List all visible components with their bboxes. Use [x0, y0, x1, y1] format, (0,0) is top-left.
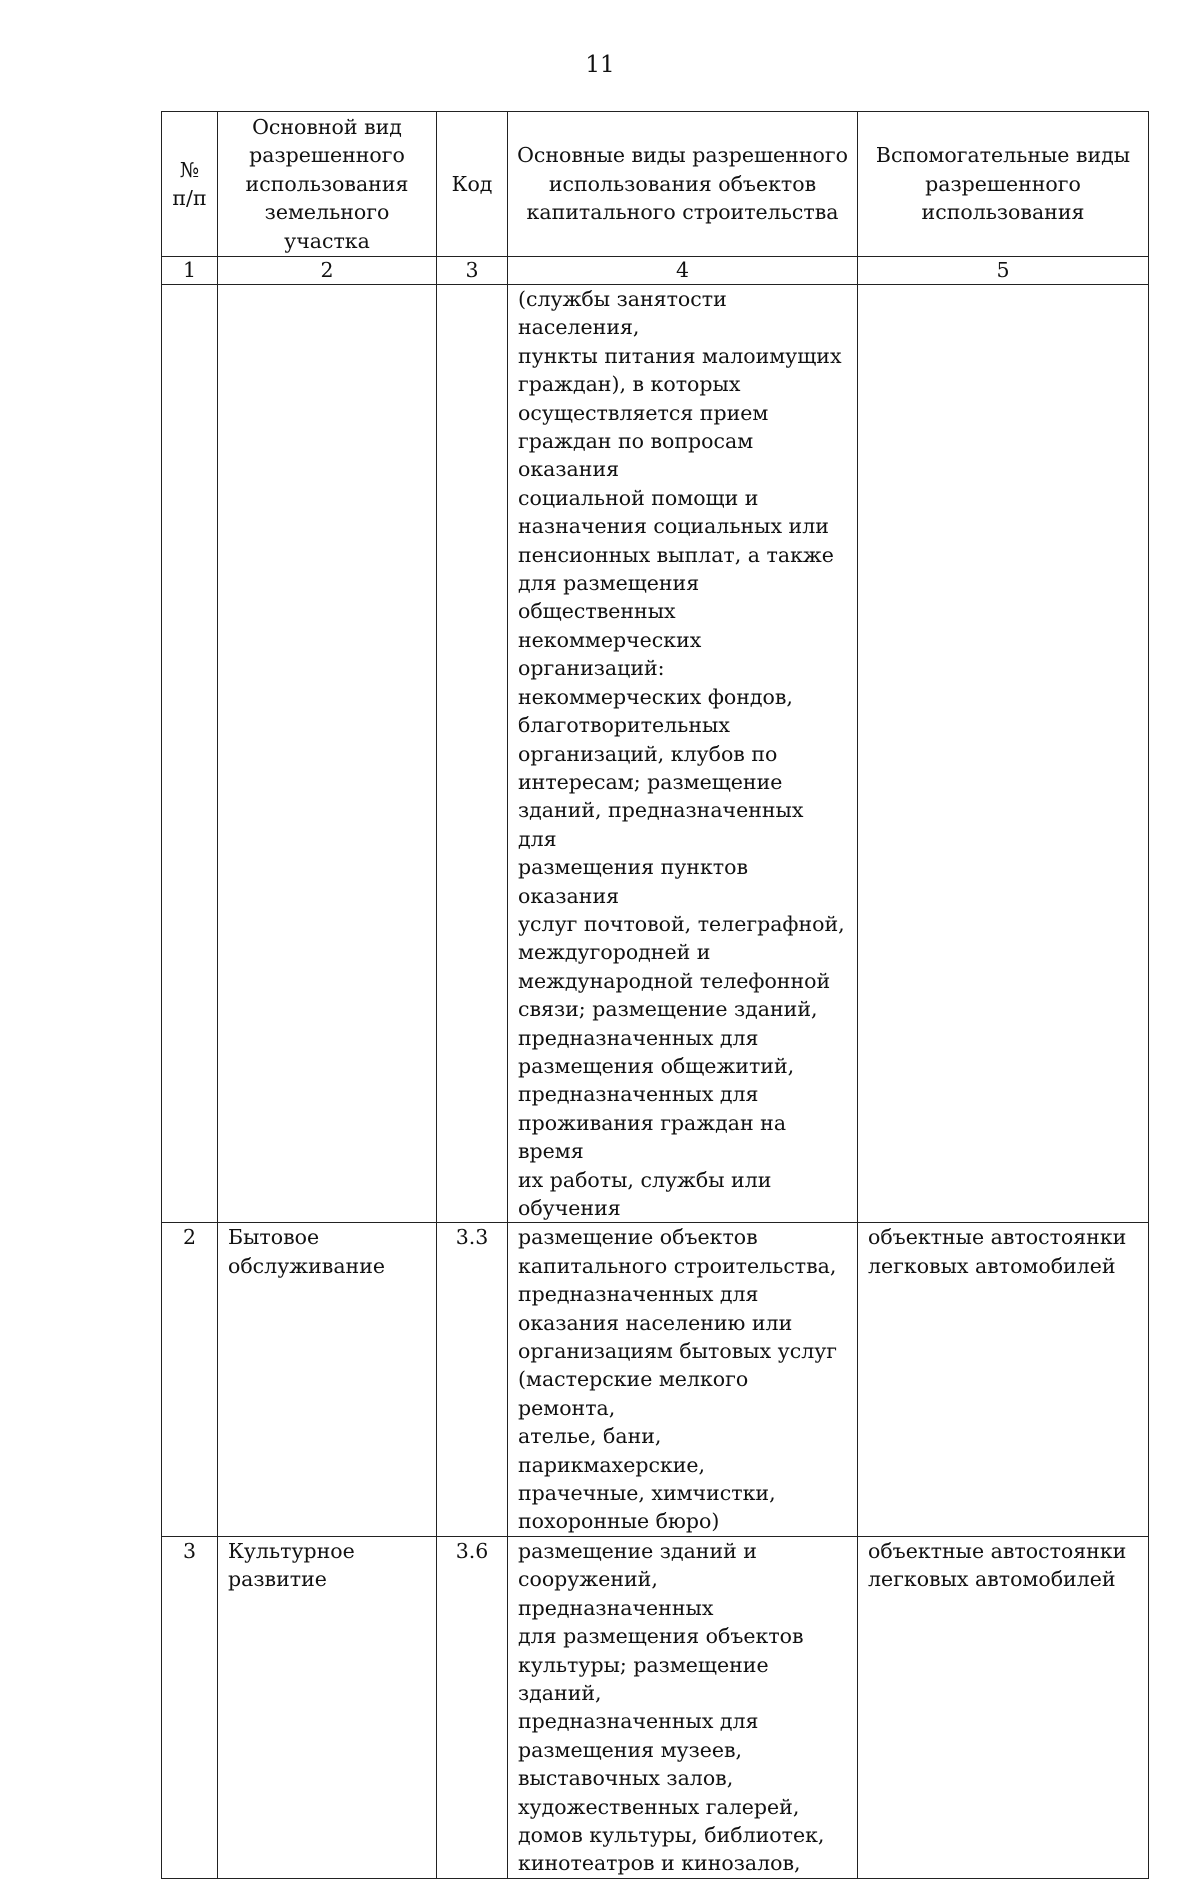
basic-type-cell: Бытовое обслуживание	[218, 1223, 437, 1536]
column-number: 3	[437, 257, 508, 285]
row-number: 3	[162, 1536, 218, 1878]
header-basic-type: Основной вид разрешенного использования земельного участка	[218, 112, 437, 257]
code-cell	[437, 285, 508, 1223]
column-number: 5	[858, 257, 1149, 285]
land-use-table	[161, 111, 1149, 1879]
row-number	[162, 285, 218, 1223]
code-cell: 3.6	[437, 1536, 508, 1878]
cap-uses-cell: размещение объектов капитального строительства, предназначенных для оказания населению или организациям бытовых услуг (мастерские мелкого ремонта, ателье, бани, парикмахерские, прачечные, химчистки, похоронные бюро)	[508, 1223, 858, 1536]
column-number: 4	[508, 257, 858, 285]
code-cell: 3.3	[437, 1223, 508, 1536]
table-row	[162, 1536, 1149, 1878]
page-number: 11	[585, 52, 615, 78]
table-row	[162, 1223, 1149, 1536]
header-aux-types: Вспомогательные виды разрешенного использования	[858, 112, 1149, 257]
table-row	[162, 285, 1149, 1223]
header-num: № п/п	[162, 112, 218, 257]
column-number: 2	[218, 257, 437, 285]
basic-type-cell	[218, 285, 437, 1223]
header-code: Код	[437, 112, 508, 257]
aux-uses-cell	[858, 285, 1149, 1223]
aux-uses-cell: объектные автостоянки легковых автомобилей	[858, 1223, 1149, 1536]
column-number: 1	[162, 257, 218, 285]
basic-type-cell: Культурное развитие	[218, 1536, 437, 1878]
cap-uses-cell: размещение зданий и сооружений, предназначенных для размещения объектов культуры; размещение зданий, предназначенных для размещения музеев, выставочных залов, художественных галерей, домов культуры, библиотек, кинотеатров и кинозалов,	[508, 1536, 858, 1878]
cap-uses-cell: (службы занятости населения, пункты питания малоимущих граждан), в которых осуществляется прием граждан по вопросам оказания социальной помощи и назначения социальных или пенсионных выплат, а также для размещения общественных некоммерческих организаций: некоммерческих фондов, благотворительных организаций, клубов по интересам; размещение зданий, предназначенных для размещения пунктов оказания услуг почтовой, телеграфной, междугородней и международной телефонной связи; размещение зданий, предназначенных для размещения общежитий, предназначенных для проживания граждан на время их работы, службы или обучения	[508, 285, 858, 1223]
column-number-row	[162, 257, 1149, 285]
row-number: 2	[162, 1223, 218, 1536]
header-basic-types-cap: Основные виды разрешенного использования объектов капитального строительства	[508, 112, 858, 257]
header-row	[162, 112, 1149, 257]
aux-uses-cell: объектные автостоянки легковых автомобилей	[858, 1536, 1149, 1878]
